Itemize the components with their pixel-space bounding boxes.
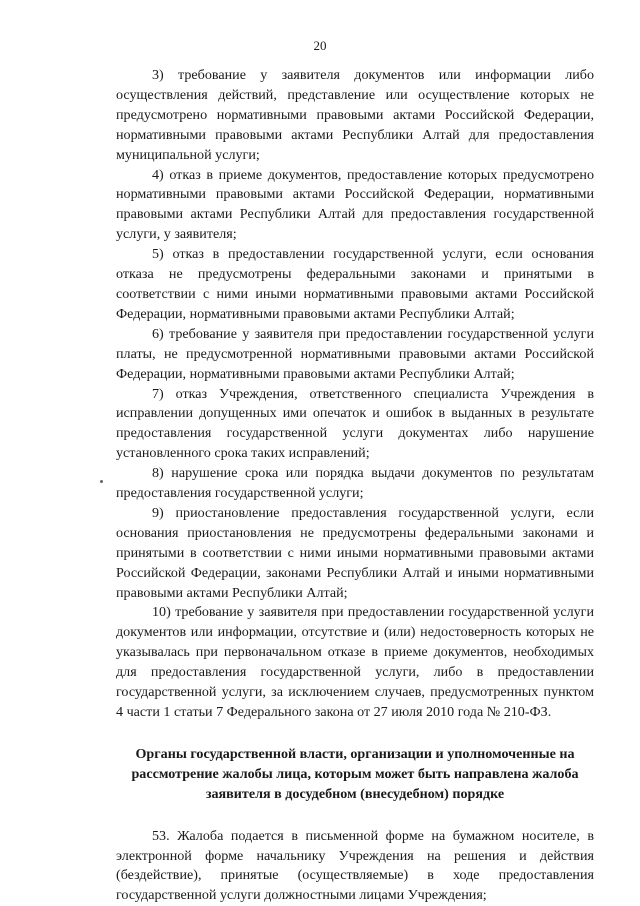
page-number: 20	[313, 38, 327, 53]
list-item-5: 5) отказ в предоставлении государственной услуги, если основания отказа не предусмотрены федеральными законами и принятыми в соответствии с ними иными нормативными правовыми актами Российской Федерации, нормативными правовыми актами Республики Алтай;	[116, 246, 594, 322]
list-item-7: 7) отказ Учреждения, ответственного специалиста Учреждения в исправлении допущенных ими опечаток и ошибок в выданных в результате предоставления государственной услуги документах либо нарушение установленного срока таких исправлений;	[116, 385, 594, 462]
list-item-4: 4) отказ в приеме документов, предоставление которых предусмотрено нормативными правовыми актами Российской Федерации, нормативными правовыми актами Республики Алтай для предоставления государственной услуги, у заявителя;	[116, 166, 594, 243]
scan-mark	[100, 480, 103, 483]
list-item-9: 9) приостановление предоставления государственной услуги, если основания приостановления не предусмотрены федеральными законами и принятыми в соответствии с ними иными нормативными правовыми актами Российской Федерации, законами Республики Алтай и иными нормативными правовыми актами Республики Алтай;	[116, 504, 594, 601]
list-item-8: 8) нарушение срока или порядка выдачи документов по результатам предоставления государственной услуги;	[116, 465, 594, 502]
list-item-10: 10) требование у заявителя при предоставлении государственной услуги документов или информации, отсутствие и (или) недостоверность которых не указывалась при первоначальном отказе в приеме документов, необходимых для предоставления государственной услуги, либо в предоставлении государственной услуги, за исключением случаев, предусмотренных пунктом 4 части 1 статьи 7 Федерального закона от 27 июля 2010 года № 210-ФЗ.	[116, 604, 594, 720]
paragraph-53: 53. Жалоба подается в письменной форме на бумажном носителе, в электронной форме начальнику Учреждения на решения и действия (бездействие), принятые (осуществляемые) в ходе предоставления государственной услуги должностными лицами Учреждения;	[116, 827, 594, 904]
list-item-3: 3) требование у заявителя документов или информации либо осуществления действий, представление или осуществление которых не предусмотрено нормативными правовыми актами Российской Федерации, нормативными правовыми актами Республики Алтай для предоставления муниципальной услуги;	[116, 67, 594, 163]
document-body	[116, 66, 594, 906]
section-heading: Органы государственной власти, организации и уполномоченные на рассмотрение жалобы лица, которым может быть направлена жалоба заявителя в досудебном (внесудебном) порядке	[131, 745, 579, 802]
list-item-6: 6) требование у заявителя при предоставлении государственной услуги платы, не предусмотренной нормативными правовыми актами Российской Федерации, нормативными правовыми актами Республики Алтай;	[116, 325, 594, 382]
